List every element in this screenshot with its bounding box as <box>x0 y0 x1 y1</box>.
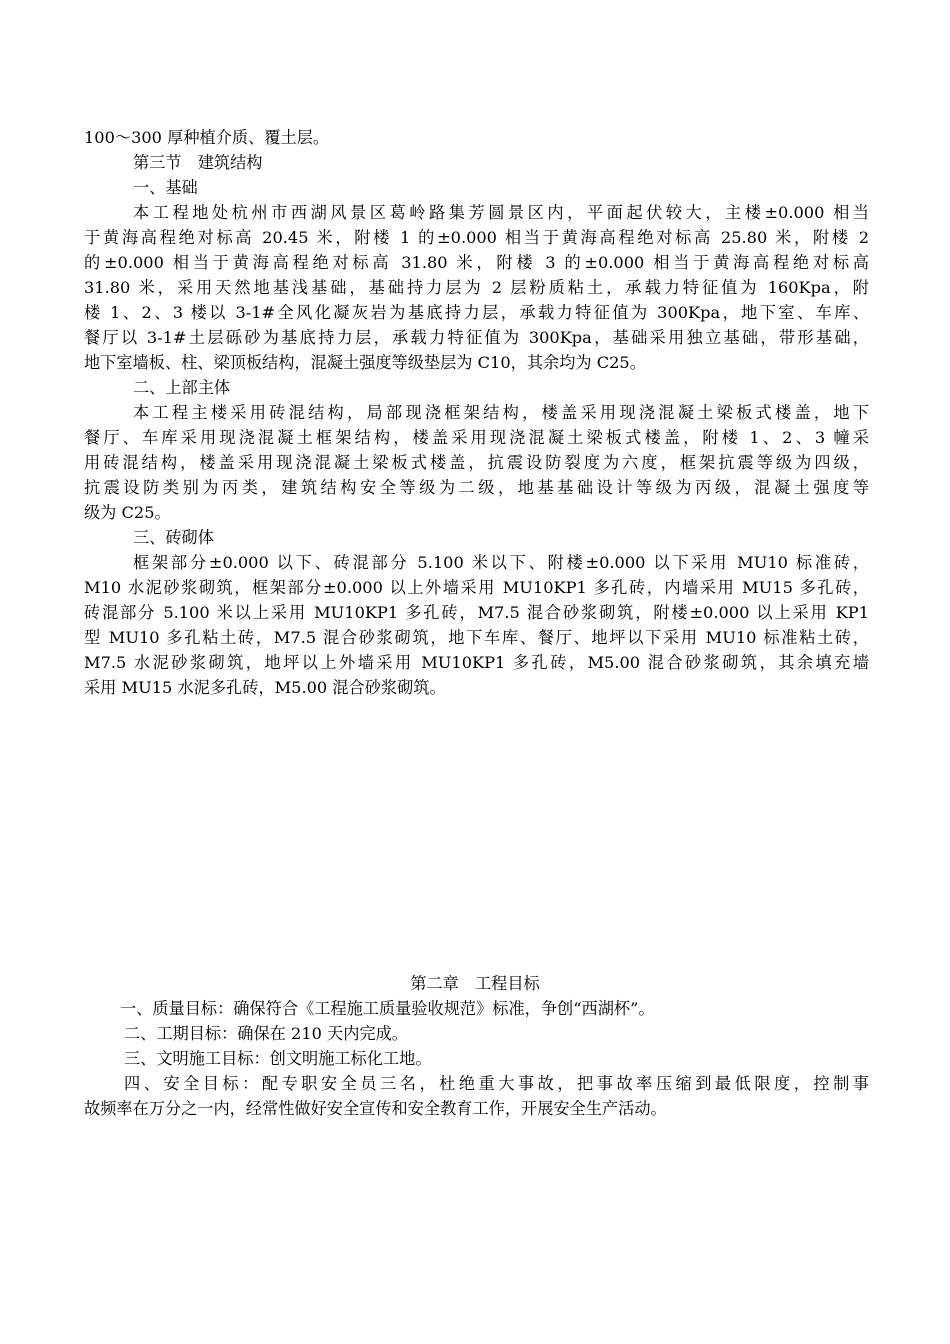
paragraph-line: 用砖混结构，楼盖采用现浇混凝土梁板式楼盖，抗震设防裂度为六度，框架抗震等级为四级， <box>84 453 869 472</box>
paragraph-line: 砖混部分 5.100 米以上采用 MU10KP1 多孔砖，M7.5 混合砂浆砌筑，附楼±0.000 以上采用 KP1 <box>84 603 869 622</box>
paragraph-line: 地下室墙板、柱、梁顶板结构，混凝土强度等级垫层为 C10，其余均为 C25。 <box>84 353 646 372</box>
section-title: 第三节 建筑结构 <box>133 153 263 172</box>
paragraph-line: M10 水泥砂浆砌筑，框架部分±0.000 以上外墙采用 MU10KP1 多孔砖，内墙采用 MU15 多孔砖， <box>84 578 869 597</box>
paragraph-line: 100～300 厚种植介质、覆土层。 <box>84 128 330 147</box>
paragraph-line: 餐厅、车库采用现浇混凝土框架结构，楼盖采用现浇混凝土梁板式楼盖，附楼 1、2、3 幢采 <box>84 428 869 447</box>
paragraph-line: 于黄海高程绝对标高 20.45 米，附楼 1 的±0.000 相当于黄海高程绝对标高 25.80 米，附楼 2 <box>84 228 869 247</box>
paragraph-line: 的±0.000 相当于黄海高程绝对标高 31.80 米，附楼 3 的±0.000 相当于黄海高程绝对标高 <box>84 253 869 272</box>
paragraph-line: 型 MU10 多孔粘土砖，M7.5 混合砂浆砌筑，地下车库、餐厅、地坪以下采用 MU10 标准粘土砖， <box>84 628 869 647</box>
paragraph-line: 本工程主楼采用砖混结构，局部现浇框架结构，楼盖采用现浇混凝土梁板式楼盖，地下 <box>133 403 869 422</box>
subsection-heading-foundation: 一、基础 <box>133 178 198 197</box>
goal-item-safety: 四、安全目标：配专职安全员三名，杜绝重大事故，把事故率压缩到最低限度，控制事 <box>124 1074 869 1093</box>
subsection-heading-masonry: 三、砖砌体 <box>133 528 214 547</box>
paragraph-line: M7.5 水泥砂浆砌筑，地坪以上外墙采用 MU10KP1 多孔砖，M5.00 混合砂浆砌筑，其余填充墙 <box>84 653 869 672</box>
goal-item-quality: 一、质量目标：确保符合《工程施工质量验收规范》标准，争创“西湖杯”。 <box>120 999 655 1018</box>
goal-item-civilized-construction: 三、文明施工目标：创文明施工标化工地。 <box>124 1049 432 1068</box>
paragraph-line: 本工程地处杭州市西湖风景区葛岭路集芳圆景区内，平面起伏较大，主楼±0.000 相当 <box>133 203 869 222</box>
goal-item-safety-continued: 故频率在万分之一内，经常性做好安全宣传和安全教育工作，开展安全生产活动。 <box>84 1099 667 1118</box>
paragraph-line: 餐厅以 3-1#土层砾砂为基底持力层，承载力特征值为 300Kpa，基础采用独立基础，带形基础， <box>84 328 869 347</box>
paragraph-line: 31.80 米，采用天然地基浅基础，基础持力层为 2 层粉质粘土，承载力特征值为 160Kpa，附 <box>84 278 869 297</box>
paragraph-line: 采用 MU15 水泥多孔砖，M5.00 混合砂浆砌筑。 <box>84 678 446 697</box>
paragraph-line: 抗震设防类别为丙类，建筑结构安全等级为二级，地基基础设计等级为丙级，混凝土强度等 <box>84 478 869 497</box>
subsection-heading-superstructure: 二、上部主体 <box>133 378 231 397</box>
paragraph-line: 楼 1、2、3 楼以 3-1#全风化凝灰岩为基底持力层，承载力特征值为 300Kpa，地下室、车库、 <box>84 303 869 322</box>
paragraph-line: 级为 C25。 <box>84 503 171 522</box>
chapter-title: 第二章 工程目标 <box>410 974 540 993</box>
goal-item-schedule: 二、工期目标：确保在 210 天内完成。 <box>124 1024 408 1043</box>
paragraph-line: 框架部分±0.000 以下、砖混部分 5.100 米以下、附楼±0.000 以下采用 MU10 标准砖， <box>133 553 869 572</box>
